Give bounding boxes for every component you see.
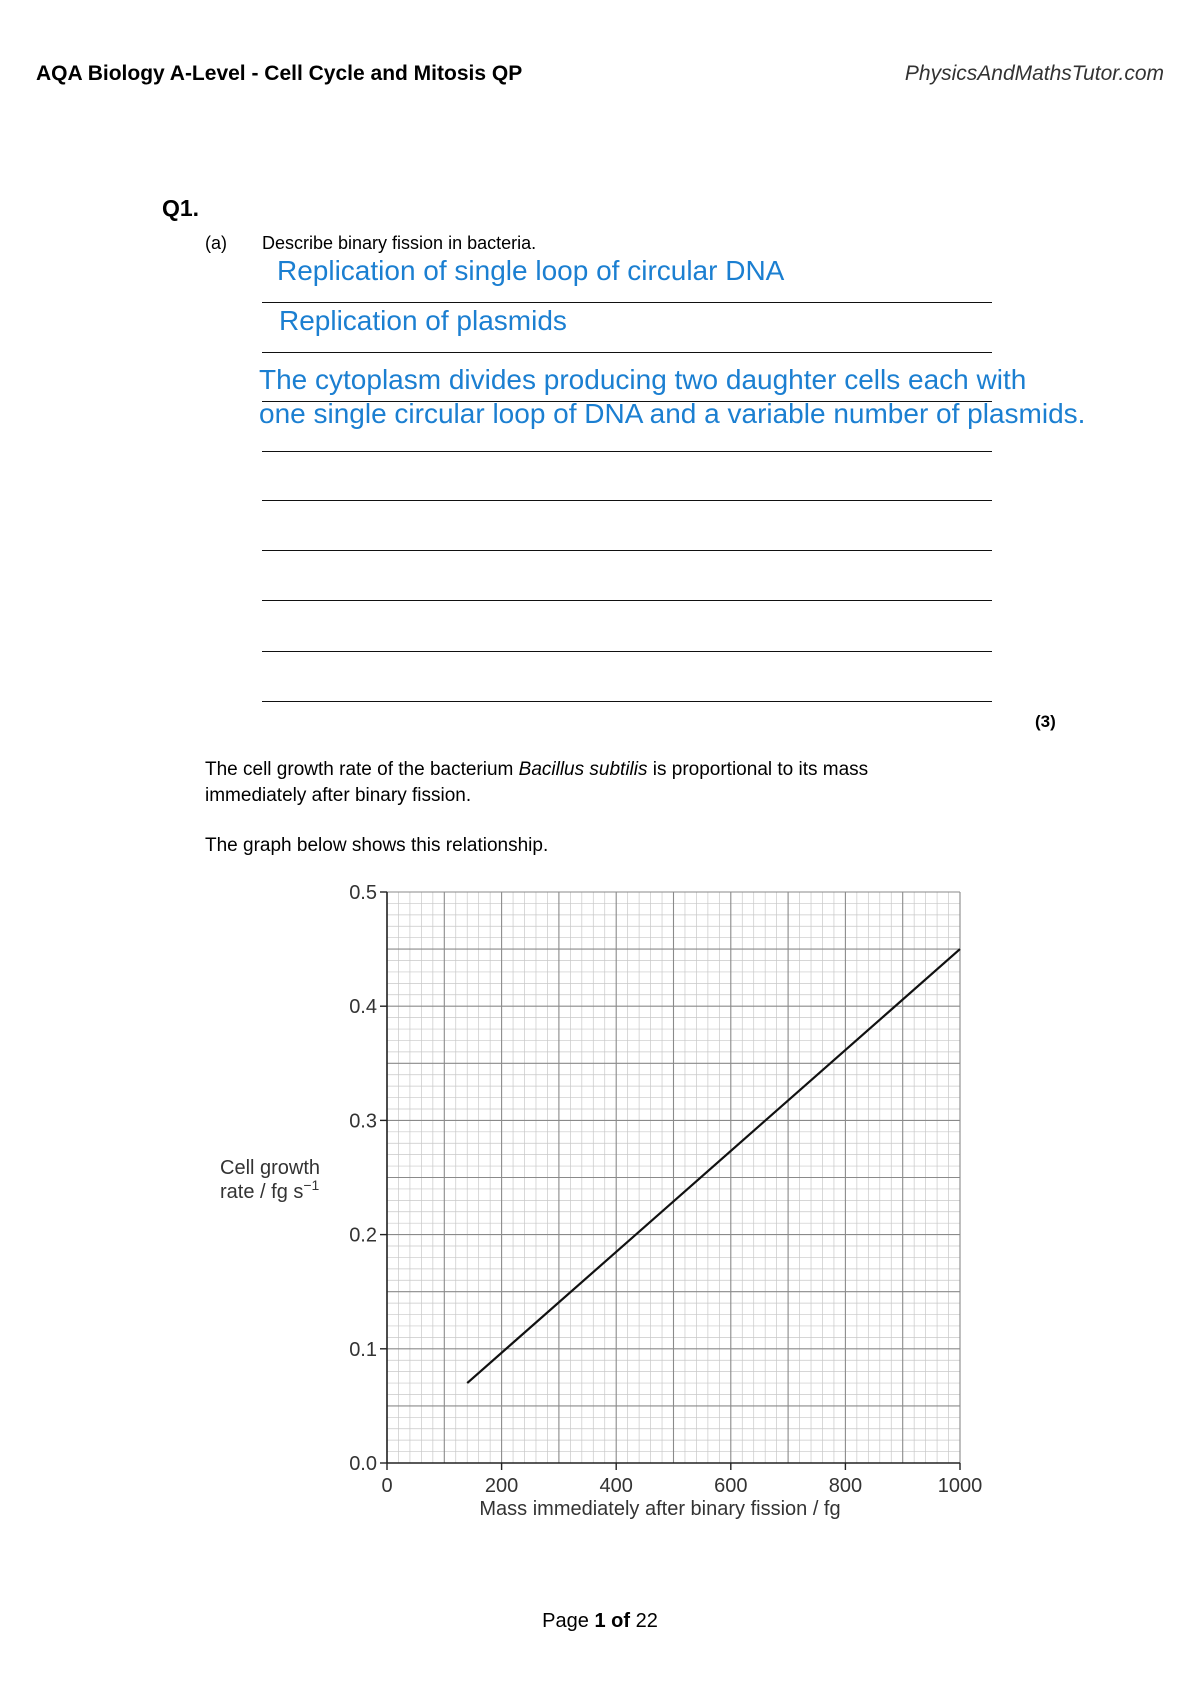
- x-tick-label: 600: [714, 1475, 748, 1497]
- marks-label: (3): [1035, 712, 1056, 731]
- question-part-text: Describe binary fission in bacteria.: [262, 233, 537, 253]
- y-tick-label: 0.3: [349, 1110, 377, 1133]
- footer-total-pages: 22: [635, 1610, 658, 1632]
- graph-intro-paragraph: The graph below shows this relationship.: [205, 835, 549, 856]
- document-header-site: PhysicsAndMathsTutor.com: [904, 62, 1164, 85]
- y-tick-label: 0.5: [349, 882, 377, 904]
- question-number: Q1.: [162, 195, 200, 221]
- page-footer: [0, 1610, 1200, 1633]
- y-axis-label-unit: rate / fg s: [220, 1181, 304, 1203]
- question-part-label: (a): [205, 233, 227, 253]
- intro-paragraph-line-2: immediately after binary fission.: [205, 785, 472, 806]
- intro-text: is proportional to its mass: [647, 759, 869, 780]
- y-tick-label: 0.2: [349, 1224, 377, 1247]
- footer-page-number: 1: [594, 1610, 606, 1632]
- x-axis-label: Mass immediately after binary fission / fg: [479, 1498, 841, 1520]
- y-tick-label: 0.0: [349, 1453, 377, 1475]
- x-tick-label: 200: [484, 1475, 519, 1497]
- x-tick-label: 800: [828, 1475, 863, 1497]
- footer-of-word: of: [611, 1610, 631, 1632]
- x-tick-label: 1000: [937, 1475, 983, 1497]
- footer-page-word: Page: [542, 1610, 589, 1632]
- answer-text-3: The cytoplasm divides producing two daughter cells each with: [259, 364, 1027, 395]
- y-tick-label: 0.4: [349, 996, 377, 1019]
- y-tick-label: 0.1: [349, 1338, 377, 1361]
- intro-text: The cell growth rate of the bacterium: [205, 759, 519, 780]
- answer-text-4: one single circular loop of DNA and a variable number of plasmids.: [259, 398, 1086, 429]
- answer-text-2: Replication of plasmids: [279, 305, 567, 336]
- answer-text-1: Replication of single loop of circular DNA: [277, 255, 785, 286]
- x-tick-label: 0: [381, 1475, 393, 1497]
- species-name: Bacillus subtilis: [518, 759, 648, 780]
- x-tick-label: 400: [599, 1475, 633, 1497]
- document-header-title: AQA Biology A-Level - Cell Cycle and Mitosis QP: [36, 62, 523, 85]
- y-axis-label-line2: [220, 1177, 320, 1203]
- y-axis-label-superscript: −1: [303, 1177, 320, 1193]
- y-axis-label-line1: Cell growth: [220, 1157, 321, 1179]
